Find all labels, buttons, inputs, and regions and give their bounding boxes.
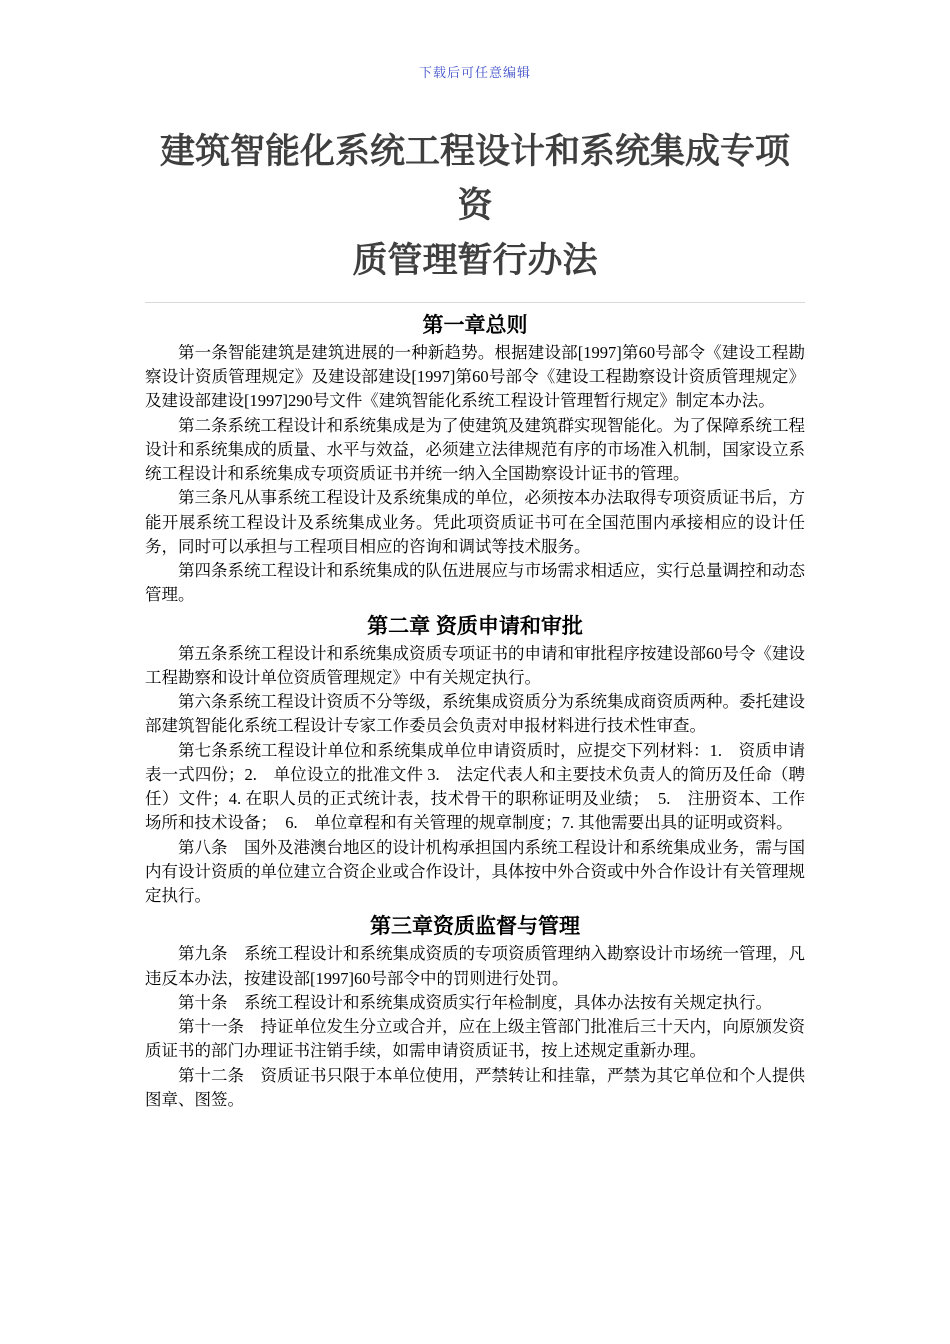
chapter-1	[145, 309, 805, 608]
paragraph: 第八条 国外及港澳台地区的设计机构承担国内系统工程设计和系统集成业务，需与国内有设计资质的单位建立合资企业或合作设计，具体按中外合资或中外合作设计有关管理规定执行。	[145, 837, 805, 905]
title-line-1: 建筑智能化系统工程设计和系统集成专项资	[159, 132, 790, 226]
paragraph: 第五条系统工程设计和系统集成资质专项证书的申请和审批程序按建设部60号令《建设工程勘察和设计单位资质管理规定》中有关规定执行。	[145, 643, 805, 687]
title-line-2: 质管理暂行办法	[352, 240, 598, 280]
chapter-heading: 第二章 资质申请和审批	[367, 614, 583, 638]
chapter-heading: 第一章总则	[422, 313, 528, 337]
paragraph: 第一条智能建筑是建筑进展的一种新趋势。根据建设部[1997]第60号部令《建设工程勘察设计资质管理规定》及建设部建设[1997]第60号部令《建设工程勘察设计资质管理规定》及建设部建设[1997]290号文件《建筑智能化系统工程设计管理暂行规定》制定本办法。	[145, 342, 805, 411]
paragraph: 第九条 系统工程设计和系统集成资质的专项资质管理纳入勘察设计市场统一管理，凡违反本办法，按建设部[1997]60号部令中的罚则进行处罚。	[145, 944, 805, 988]
paragraph: 第七条系统工程设计单位和系统集成单位申请资质时，应提交下列材料：1. 资质申请表一式四份；2. 单位设立的批准文件 3. 法定代表人和主要技术负责人的简历及任命（聘任）文件；4. 在职人员的正式统计表，技术骨干的职称证明及业绩； 5. 注册资本、工作场所和技术设备； 6. 单位章程和有关管理的规章制度；7. 其他需要出具的证明或资料。	[145, 740, 805, 833]
download-note: 下载后可任意编辑	[418, 65, 531, 80]
paragraph: 第六条系统工程设计资质不分等级，系统集成资质分为系统集成商资质两种。委托建设部建筑智能化系统工程设计专家工作委员会负责对申报材料进行技术性审查。	[145, 692, 805, 736]
chapter-heading: 第三章资质监督与管理	[370, 915, 580, 939]
chapter-2	[145, 610, 805, 909]
paragraph: 第十条 系统工程设计和系统集成资质实行年检制度，具体办法按有关规定执行。	[178, 992, 772, 1012]
chapter-3	[145, 910, 805, 1112]
paragraph: 第二条系统工程设计和系统集成是为了使建筑及建筑群实现智能化。为了保障系统工程设计和系统集成的质量、水平与效益，必须建立法律规范有序的市场准入机制，国家设立系统工程设计和系统集成专项资质证书并统一纳入全国勘察设计证书的管理。	[145, 415, 805, 483]
document-title	[145, 125, 805, 288]
paragraph: 第十二条 资质证书只限于本单位使用，严禁转让和挂靠，严禁为其它单位和个人提供图章、图签。	[145, 1065, 805, 1109]
paragraph: 第三条凡从事系统工程设计及系统集成的单位，必须按本办法取得专项资质证书后，方能开展系统工程设计及系统集成业务。凭此项资质证书可在全国范围内承接相应的设计任务，同时可以承担与工程项目相应的咨询和调试等技术服务。	[145, 488, 805, 556]
paragraph: 第十一条 持证单位发生分立或合并，应在上级主管部门批准后三十天内，向原颁发资质证书的部门办理证书注销手续，如需申请资质证书，按上述规定重新办理。	[145, 1017, 805, 1061]
title-divider	[145, 302, 805, 303]
paragraph: 第四条系统工程设计和系统集成的队伍进展应与市场需求相适应，实行总量调控和动态管理。	[145, 561, 805, 605]
